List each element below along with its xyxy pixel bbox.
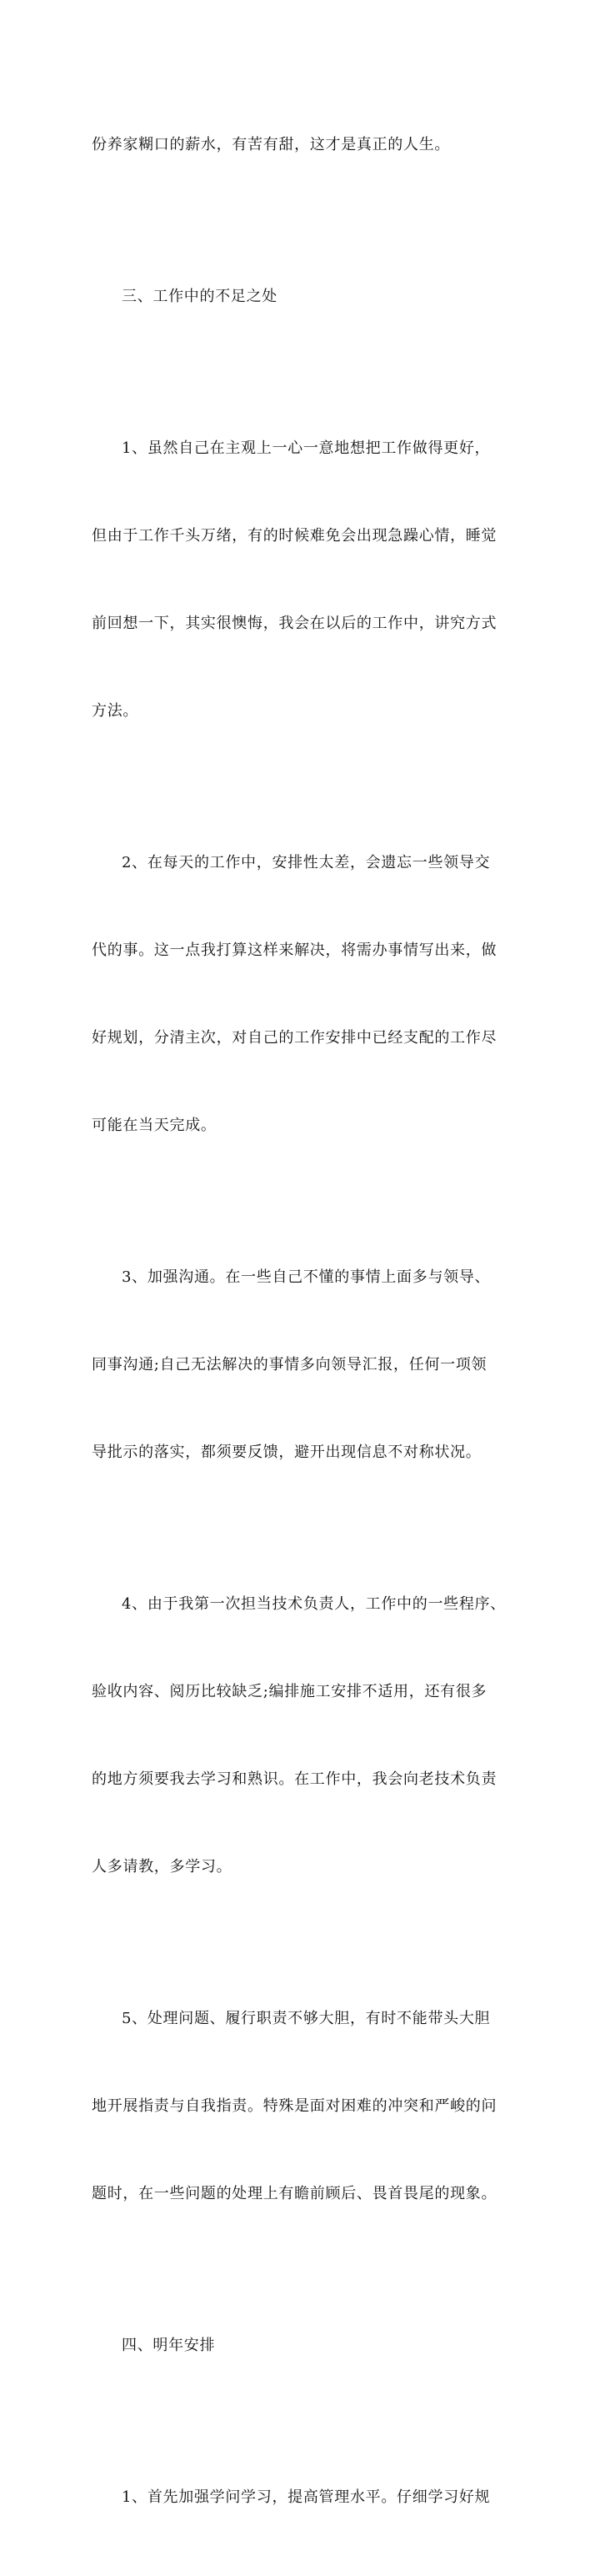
paragraph bbox=[92, 1204, 508, 1525]
text-line: 验收内容、阅历比较缺乏;编排施工安排不适用，还有很多 bbox=[92, 1683, 488, 1700]
text-line: 1、虽然自己在主观上一心一意地想把工作做得更好， bbox=[122, 439, 491, 457]
text-line: 四、明年安排 bbox=[122, 2337, 216, 2354]
text-line: 的地方须要我去学习和熟识。在工作中，我会向老技术负责 bbox=[92, 1770, 498, 1788]
paragraph bbox=[92, 790, 508, 1198]
text-line: 但由于工作千头万绪，有的时候难免会出现急躁心情，睡觉 bbox=[92, 527, 498, 545]
text-line: 前回想一下，其实很懊悔，我会在以后的工作中，讲究方式 bbox=[92, 615, 498, 632]
text-line: 三、工作中的不足之处 bbox=[122, 288, 278, 305]
paragraph bbox=[92, 72, 508, 218]
text-line: 份养家糊口的薪水，有苦有甜，这才是真正的人生。 bbox=[92, 136, 451, 153]
text-line: 3、加强沟通。在一些自己不懂的事情上面多与领导、 bbox=[122, 1268, 491, 1286]
text-line: 5、处理问题、履行职责不够大胆，有时不能带头大胆 bbox=[122, 2010, 491, 2027]
section-heading bbox=[92, 2272, 508, 2418]
text-line: 1、首先加强学问学习，提高管理水平。仔细学习好规 bbox=[122, 2488, 491, 2506]
text-line: 人多请教，多学习。 bbox=[92, 1858, 232, 1876]
paragraph bbox=[92, 1946, 508, 2267]
text-line: 同事沟通;自己无法解决的事情多向领导汇报，任何一项领 bbox=[92, 1356, 488, 1373]
text-line: 题时，在一些问题的处理上有瞻前顾后、畏首畏尾的现象。 bbox=[92, 2185, 498, 2202]
paragraph bbox=[92, 2424, 508, 2570]
text-line: 可能在当天完成。 bbox=[92, 1117, 217, 1134]
document-body bbox=[92, 72, 508, 2576]
text-line: 代的事。这一点我打算这样来解决，将需办事情写出来，做 bbox=[92, 942, 498, 959]
paragraph bbox=[92, 375, 508, 784]
text-line: 导批示的落实，都须要反馈，避开出现信息不对称状况。 bbox=[92, 1444, 482, 1461]
text-line: 4、由于我第一次担当技术负责人，工作中的一些程序、 bbox=[122, 1595, 506, 1613]
text-line: 好规划，分清主次，对自己的工作安排中已经支配的工作尽 bbox=[92, 1029, 498, 1047]
text-line: 方法。 bbox=[92, 702, 139, 720]
text-line: 地开展指责与自我指责。特殊是面对困难的冲突和严峻的问 bbox=[92, 2097, 498, 2115]
text-line: 2、在每天的工作中，安排性太差，会遗忘一些领导交 bbox=[122, 854, 491, 871]
section-heading bbox=[92, 223, 508, 369]
paragraph bbox=[92, 1531, 508, 1940]
